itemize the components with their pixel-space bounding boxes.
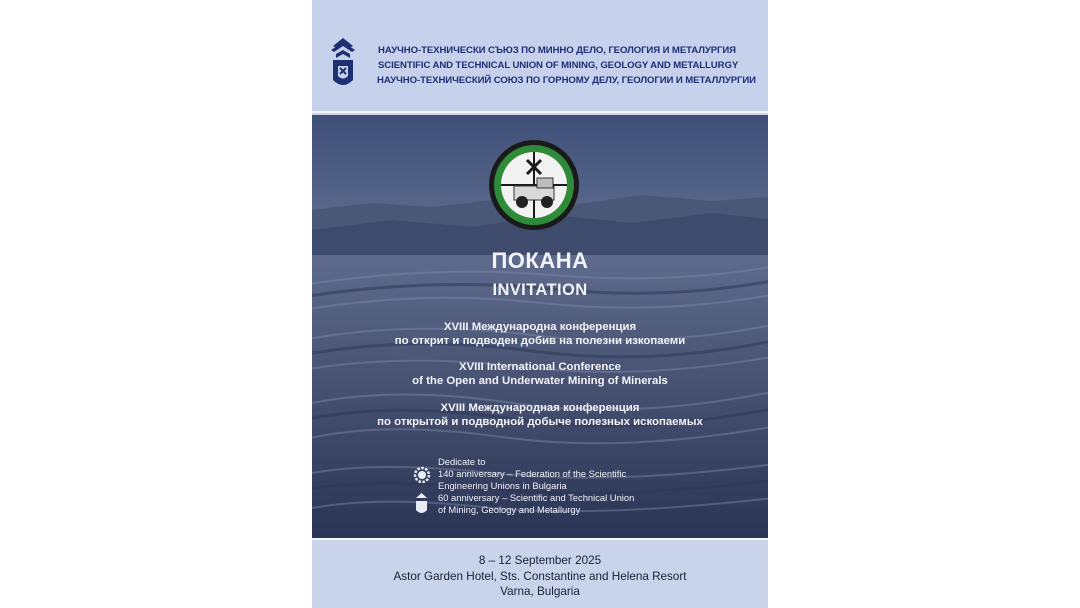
- conference-ru-line2: по открытой и подводной добыче полезных ископаемых: [377, 416, 703, 428]
- conference-bg-line1: XVIII Международна конференция: [443, 321, 637, 333]
- dedication-line2: Engineering Unions in Bulgaria: [438, 480, 567, 491]
- union-name-en: SCIENTIFIC AND TECHNICAL UNION OF MINING, GEOLOGY AND METALLURGY: [378, 60, 739, 71]
- union-emblem-small-icon: [414, 492, 429, 516]
- conference-bg-line2: по открит и подводен добив на полезни изкопаеми: [394, 335, 686, 347]
- dedication-line3: 60 anniversary – Scientific and Technical Union: [438, 492, 635, 503]
- federation-gear-icon: [413, 466, 431, 484]
- dedication-intro: Dedicate to: [438, 456, 486, 467]
- union-name-ru: НАУЧНО-ТЕХНИЧЕСКИЙ СОЮЗ ПО ГОРНОМУ ДЕЛУ, ГЕОЛОГИИ И МЕТАЛЛУРГИИ: [377, 75, 756, 86]
- union-name-bg: НАУЧНО-ТЕХНИЧЕСКИ СЪЮЗ ПО МИННО ДЕЛО, ГЕОЛОГИЯ И МЕТАЛУРГИЯ: [378, 45, 736, 56]
- dedication-line4: of Mining, Geology and Metallurgy: [438, 504, 581, 515]
- conference-title-ru: [312, 401, 768, 429]
- conference-ru-line1: XVIII Международная конференция: [440, 402, 640, 414]
- event-dates: 8 – 12 September 2025: [478, 554, 602, 567]
- conference-en-line2: of the Open and Underwater Mining of Minerals: [412, 375, 668, 387]
- union-emblem-icon: [328, 36, 358, 90]
- title-english: INVITATION: [492, 281, 588, 299]
- dedication-block: [438, 456, 758, 516]
- divider-top: [312, 111, 768, 113]
- mining-truck-emblem-icon: [487, 138, 581, 232]
- title-bulgarian: ПОКАНА: [491, 248, 589, 273]
- header: [312, 0, 768, 111]
- invitation-poster: [312, 0, 768, 608]
- conference-title-bg: [312, 320, 768, 348]
- divider-bottom: [312, 538, 768, 540]
- event-venue: Astor Garden Hotel, Sts. Constantine and Helena Resort: [393, 569, 687, 583]
- conference-en-line1: XVIII International Conference: [458, 361, 622, 373]
- event-city: Varna, Bulgaria: [500, 585, 580, 598]
- open-pit-mine-photo: [312, 115, 768, 538]
- dedication-line1: 140 anniversary – Federation of the Scientific: [438, 468, 627, 479]
- event-details: [312, 542, 768, 608]
- union-name-lines: [378, 43, 763, 88]
- conference-title-en: [312, 360, 768, 388]
